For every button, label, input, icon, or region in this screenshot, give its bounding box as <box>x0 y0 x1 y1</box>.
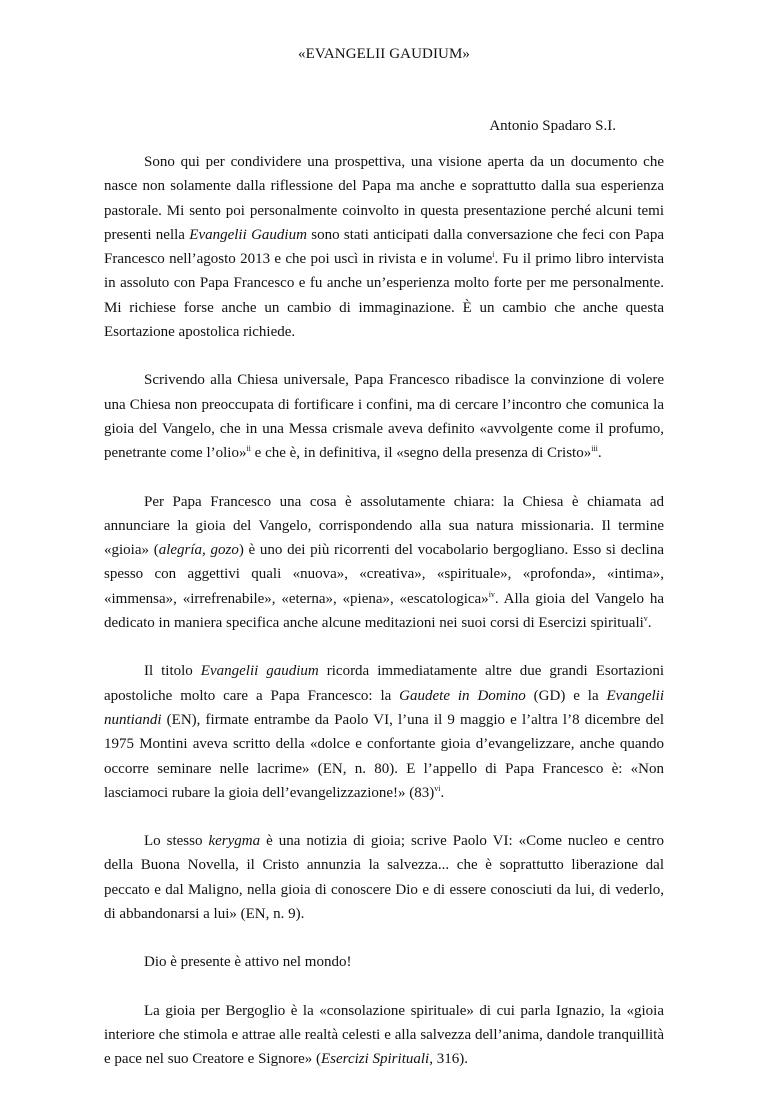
paragraph-text: . <box>647 615 652 632</box>
italic-text: Gaudete in Domino <box>399 687 526 704</box>
body-paragraph <box>104 950 664 974</box>
footnote-marker[interactable]: iv <box>488 589 495 599</box>
paragraph-text: (EN), firmate entrambe da Paolo VI, l’una il 9 maggio e l’altra l’8 dicembre del 1975 Montini aveva scritto della «dolce e confortante gioia d’evangelizzare, anche quando occorre seminare nelle lacrime» (EN, n. 80). E l’appello di Papa Francesco è: «Non lasciamoci rubare la gioia dell’evangelizzazione!» (83) <box>104 711 664 801</box>
paragraph-text: e che è, in definitiva, il «segno della presenza di Cristo» <box>250 445 592 462</box>
footnote-marker[interactable]: iii <box>591 444 598 454</box>
body-paragraph <box>104 659 664 805</box>
body-paragraph <box>104 999 664 1072</box>
document-title: «EVANGELII GAUDIUM» <box>297 46 471 62</box>
paragraph-text: . Alla gioia del Vangelo ha dedicato in maniera specifica anche alcune meditazioni nei suoi corsi di Esercizi spirituali <box>104 590 664 632</box>
body-paragraph <box>104 368 664 465</box>
body-paragraph <box>104 150 664 344</box>
paragraph-text: è una notizia di gioia; scrive Paolo VI: «Come nucleo e centro della Buona Novella, il Cristo annunzia la salvezza... che è soprattutto liberazione dal peccato e dal Maligno, nella gioia di conoscere Dio e di essere conosciuti da lui, di vederlo, di abbandonarsi a lui» (EN, n. 9). <box>104 833 665 923</box>
paragraph-text: Dio è presente è attivo nel mondo! <box>144 954 352 971</box>
body-paragraph <box>104 829 664 926</box>
footnote-marker[interactable]: vi <box>434 783 441 793</box>
footnote-marker[interactable]: i <box>492 250 495 260</box>
paragraph-text: Sono qui per condividere una prospettiva, una visione aperta da un documento che nasce non solamente dalla riflessione del Papa ma anche e soprattutto dalla sua esperienza pastorale. Mi sento poi personalmente coinvolto in questa presentazione perché alcuni temi presenti nella <box>104 154 664 243</box>
paragraph-text: . Fu il primo libro intervista in assoluto con Papa Francesco e fu anche un’esperienza molto forte per me personalmente. Mi richiese forse anche un cambio di immaginazione. È un cambio che anche questa Esortazione apostolica richiede. <box>104 251 664 341</box>
footnote-marker[interactable]: v <box>643 614 648 624</box>
italic-text: Evangelii Gaudium <box>189 226 307 243</box>
paragraph-text: . <box>597 445 602 462</box>
document-body <box>104 150 664 1096</box>
paragraph-text: ) è uno dei più ricorrenti del vocabolario bergogliano. Esso si declina spesso con aggettivi quali «nuova», «creativa», «spirituale», «profonda», «intima», «immensa», «irrefrenabile», «eterna», «piena», «escatologica» <box>104 542 664 607</box>
paragraph-text: Il titolo <box>144 663 201 680</box>
author-name: Antonio Spadaro S.I. <box>489 118 616 134</box>
italic-text: kerygma <box>208 833 261 850</box>
italic-text: Evangelii nuntiandi <box>104 687 664 728</box>
paragraph-text: Scrivendo alla Chiesa universale, Papa Francesco ribadisce la convinzione di volere una Chiesa non preoccupata di fortificare i confini, ma di cercare l’incontro che comunica la gioia del Vangelo, che in una Messa crismale aveva definito «avvolgente come il profumo, penetrante come l’olio» <box>104 372 664 462</box>
footnote-marker[interactable]: ii <box>246 444 251 454</box>
italic-text: Evangelii gaudium <box>200 663 319 680</box>
paragraph-text: Per Papa Francesco una cosa è assolutamente chiara: la Chiesa è chiamata ad annunciare la gioia del Vangelo, corrispondendo alla sua natura missionaria. Il termine «gioia» ( <box>104 493 664 559</box>
paragraph-text: ricorda immediatamente altre due grandi Esortazioni apostoliche molto care a Papa Francesco: la <box>104 663 665 704</box>
paragraph-text: (GD) e la <box>525 687 607 704</box>
body-paragraph <box>104 490 664 636</box>
italic-text: Esercizi Spirituali <box>321 1051 430 1068</box>
paragraph-text: sono stati anticipati dalla conversazione che feci con Papa Francesco nell’agosto 2013 e che poi uscì in rivista e in volume <box>104 226 664 268</box>
paragraph-text: , 316). <box>429 1051 468 1068</box>
paragraph-text: . <box>440 784 445 801</box>
paragraph-text: Lo stesso <box>144 833 209 850</box>
italic-text: alegría, gozo <box>158 542 239 559</box>
paragraph-text: La gioia per Bergoglio è la «consolazione spirituale» di cui parla Ignazio, la «gioia interiore che stimola e attrae alle realtà celesti e alla salvezza dell’anima, dandole tranquillità e pace nel suo Creatore e Signore» ( <box>104 1002 664 1068</box>
